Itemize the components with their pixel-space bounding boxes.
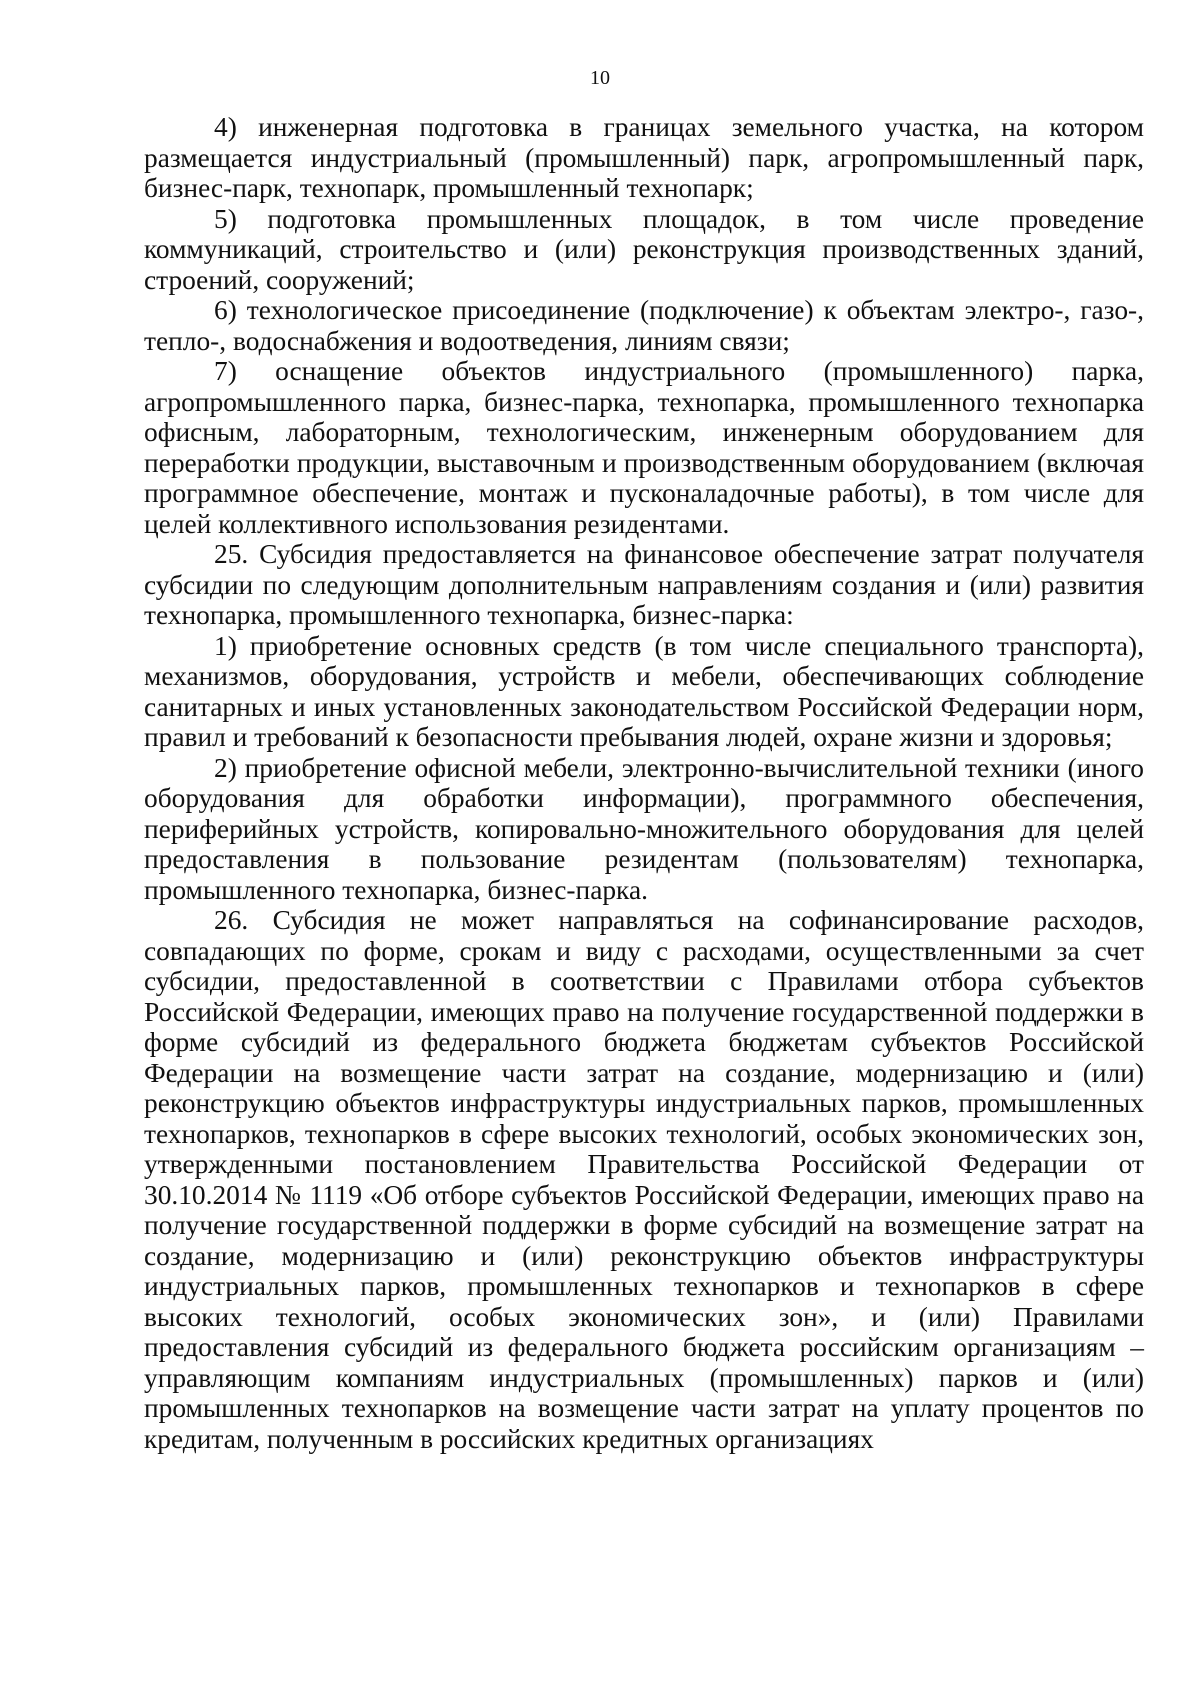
document-body <box>144 112 1144 1454</box>
paragraph-clause-25-item-2: 2) приобретение офисной мебели, электронно-вычислительной техники (иного оборудования для обработки информации), программного обеспечения, периферийных устройств, копировально-множительного оборудования для целей предоставления в пользование резидентам (пользователям) технопарка, промышленного технопарка, бизнес-парка. <box>144 752 1144 905</box>
paragraph-item-7: 7) оснащение объектов индустриального (промышленного) парка, агропромышленного парка, бизнес-парка, технопарка, промышленного технопарка офисным, лабораторным, технологическим, инженерным оборудованием для переработки продукции, выставочным и производственным оборудованием (включая программное обеспечение, монтаж и пусконаладочные работы), в том числе для целей коллективного использования резидентами. <box>144 356 1144 539</box>
paragraph-item-4: 4) инженерная подготовка в границах земельного участка, на котором размещается индустриальный (промышленный) парк, агропромышленный парк, бизнес-парк, технопарк, промышленный технопарк; <box>144 112 1144 203</box>
paragraph-item-5: 5) подготовка промышленных площадок, в том числе проведение коммуникаций, строительство и (или) реконструкция производственных зданий, строений, сооружений; <box>144 203 1144 295</box>
paragraph-clause-25-item-1: 1) приобретение основных средств (в том числе специального транспорта), механизмов, оборудования, устройств и мебели, обеспечивающих соблюдение санитарных и иных установленных законодательством Российской Федерации норм, правил и требований к безопасности пребывания людей, охране жизни и здоровья; <box>144 630 1144 752</box>
paragraph-clause-25: 25. Субсидия предоставляется на финансовое обеспечение затрат получателя субсидии по следующим дополнительным направлениям создания и (или) развития технопарка, промышленного технопарка, бизнес-парка: <box>144 539 1144 630</box>
paragraph-clause-26: 26. Субсидия не может направляться на софинансирование расходов, совпадающих по форме, срокам и виду с расходами, осуществленными за счет субсидии, предоставленной в соответствии с Правилами отбора субъектов Российской Федерации, имеющих право на получение государственной поддержки в форме субсидий из федерального бюджета бюджетам субъектов Российской Федерации на возмещение части затрат на создание, модернизацию и (или) реконструкцию объектов инфраструктуры индустриальных парков, промышленных технопарков, технопарков в сфере высоких технологий, особых экономических зон, утвержденными постановлением Правительства Российской Федерации от 30.10.2014 № 1119 «Об отборе субъектов Российской Федерации, имеющих право на получение государственной поддержки в форме субсидий на возмещение затрат на создание, модернизацию и (или) реконструкцию объектов инфраструктуры индустриальных парков, промышленных технопарков и технопарков в сфере высоких технологий, особых экономических зон», и (или) Правилами предоставления субсидий из федерального бюджета российским организациям – управляющим компаниям индустриальных (промышленных) парков и (или) промышленных технопарков на возмещение части затрат на уплату процентов по кредитам, полученным в российских кредитных организациях <box>144 905 1144 1454</box>
page-number: 10 <box>590 67 610 89</box>
paragraph-item-6: 6) технологическое присоединение (подключение) к объектам электро-, газо-, тепло-, водоснабжения и водоотведения, линиям связи; <box>144 295 1144 356</box>
